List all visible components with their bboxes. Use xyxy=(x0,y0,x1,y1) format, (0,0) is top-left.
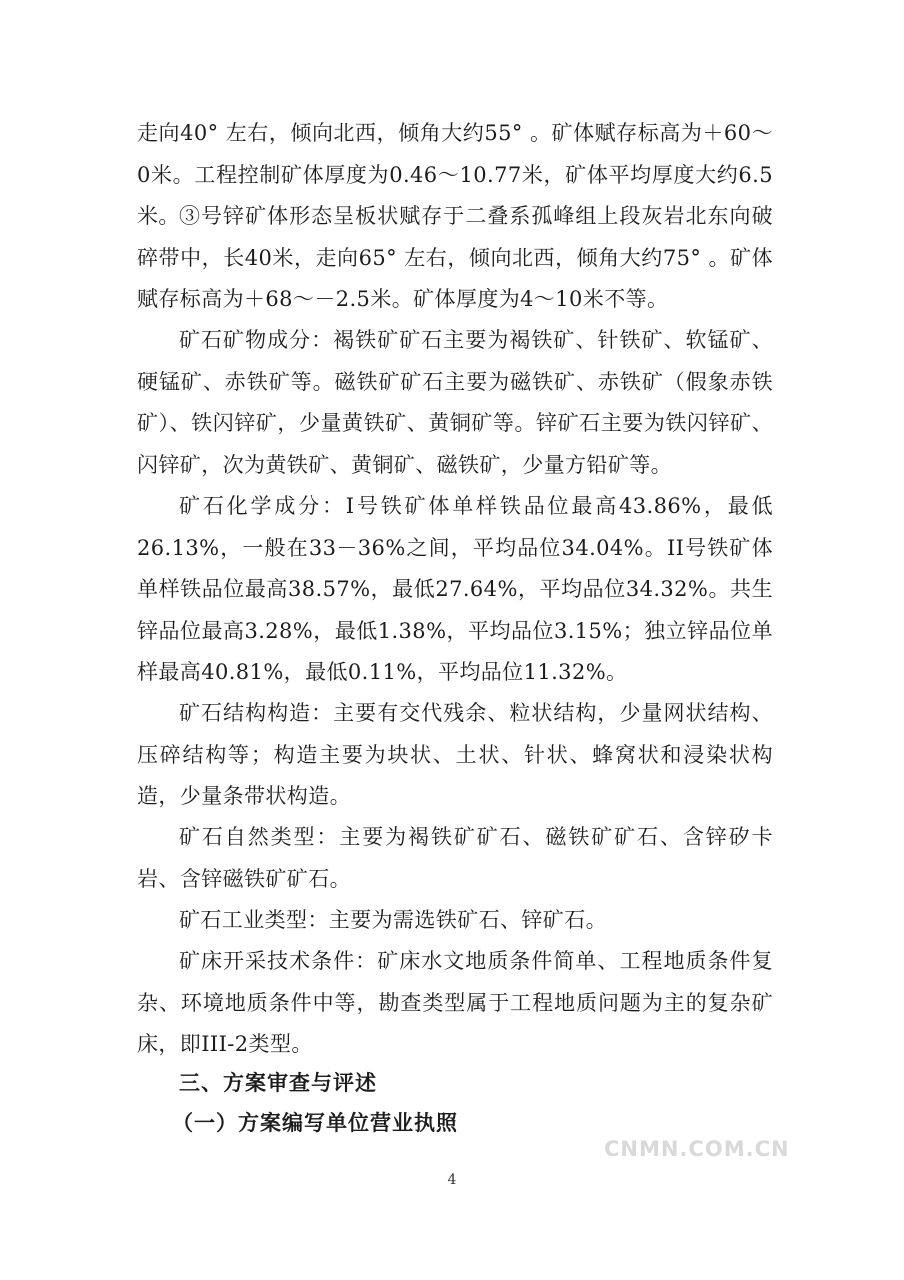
section-heading: 三、方案审查与评述 xyxy=(179,1071,377,1095)
paragraph-ore-body-2-continued: 走向40° 左右，倾向北西，倾角大约55° 。矿体赋存标高为＋60～0米。工程控制矿体厚度为0.46～10.77米，矿体平均厚度大约6.5米。 xyxy=(137,121,773,228)
paragraph-mining-technical-conditions: 矿床开采技术条件：矿床水文地质条件简单、工程地质条件复杂、环境地质条件中等，勘查类型属于工程地质问题为主的复杂矿床，即III-2类型。 xyxy=(137,949,773,1056)
paragraph-ore-mineral-composition: 矿石矿物成分：褐铁矿矿石主要为褐铁矿、针铁矿、软锰矿、硬锰矿、赤铁矿等。磁铁矿矿石主要为磁铁矿、赤铁矿（假象赤铁矿）、铁闪锌矿，少量黄铁矿、黄铜矿等。锌矿石主要为铁闪锌矿、闪锌矿，次为黄铁矿、黄铜矿、磁铁矿，少量方铅矿等。 xyxy=(137,328,773,477)
paragraph-zinc-ore-body-3: ③号锌矿体形态呈板状赋存于二叠系孤峰组上段灰岩北东向破碎带中，长40米，走向65° 左右，倾向北西，倾角大约75° 。矿体赋存标高为＋68～－2.5米。矿体厚度为4～10米不等。 xyxy=(137,204,773,311)
subsection-heading: （一）方案编写单位营业执照 xyxy=(172,1111,458,1135)
paragraph-ore-industrial-type: 矿石工业类型：主要为需选铁矿石、锌矿石。 xyxy=(179,908,607,932)
paragraph-ore-chemical-composition: 矿石化学成分：I号铁矿体单样铁品位最高43.86%，最低26.13%，一般在33－36%之间，平均品位34.04%。II号铁矿体单样铁品位最高38.57%，最低27.64%，平均品位34.32%。共生锌品位最高3.28%，最低1.38%，平均品位3.15%；独立锌品位单样最高40.81%，最低0.11%，平均品位11.32%。 xyxy=(137,494,773,684)
watermark: CNMN.COM.CN xyxy=(604,1137,790,1161)
page-number: 4 xyxy=(447,1172,457,1188)
paragraph-ore-natural-type: 矿石自然类型：主要为褐铁矿矿石、磁铁矿矿石、含锌矽卡岩、含锌磁铁矿矿石。 xyxy=(137,825,773,891)
paragraph-ore-structure: 矿石结构构造：主要有交代残余、粒状结构，少量网状结构、压碎结构等；构造主要为块状、土状、针状、蜂窝状和浸染状构造，少量条带状构造。 xyxy=(137,701,773,808)
